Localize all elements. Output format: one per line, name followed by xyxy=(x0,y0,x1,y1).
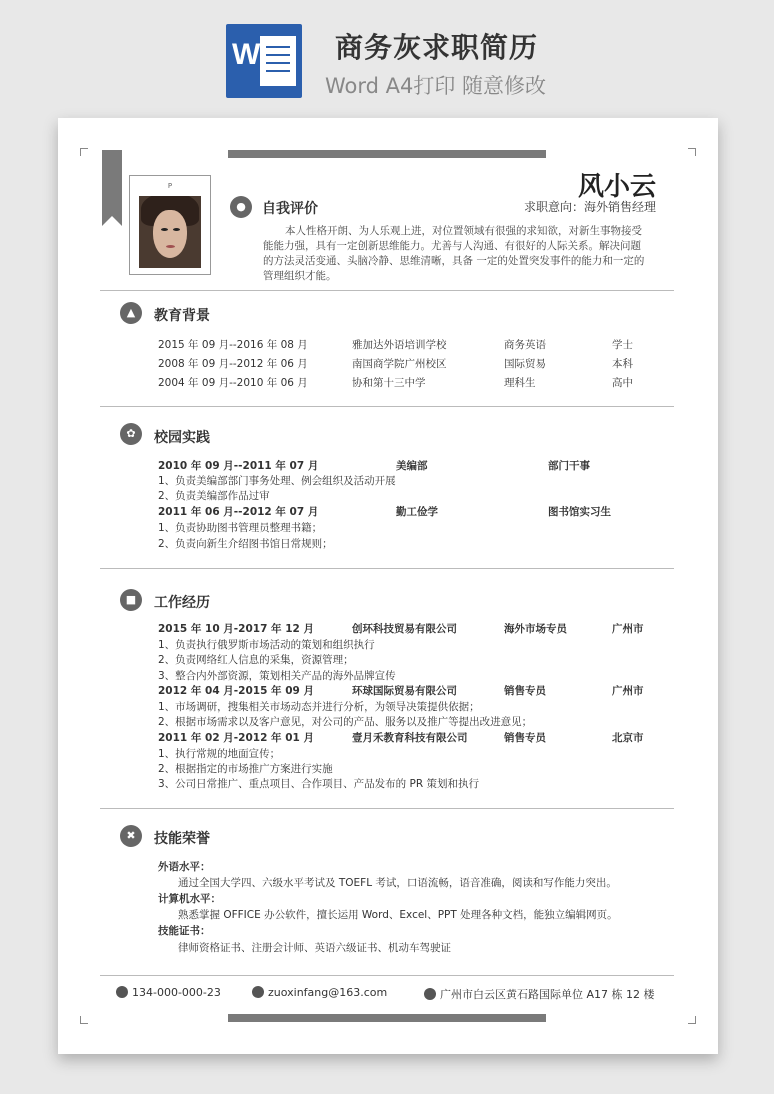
resume-page xyxy=(58,118,718,1054)
edu-major: 国际贸易 xyxy=(504,358,546,370)
tools-icon: ✖ xyxy=(120,825,142,847)
section-title-skills: 技能荣誉 xyxy=(154,831,210,847)
candidate-name: 风小云 xyxy=(577,172,656,202)
bottom-decor-bar xyxy=(228,1014,546,1022)
edu-school: 协和第十三中学 xyxy=(352,377,426,389)
edu-major: 理科生 xyxy=(504,377,536,389)
campus-icon: ✿ xyxy=(120,423,142,445)
section-title-education: 教育背景 xyxy=(154,308,210,324)
edu-period: 2008 年 09 月--2012 年 06 月 xyxy=(158,358,308,370)
work-company: 壹月禾教育科技有限公司 xyxy=(352,732,468,744)
campus-period: 2011 年 06 月--2012 年 07 月 xyxy=(158,506,319,518)
work-role: 销售专员 xyxy=(504,685,546,697)
banner-subtitle: Word A4打印 随意修改 xyxy=(325,74,547,98)
work-company: 创环科技贸易有限公司 xyxy=(352,623,457,635)
campus-org: 美编部 xyxy=(396,460,428,472)
bookmark-ribbon xyxy=(102,150,122,216)
edu-degree: 高中 xyxy=(612,377,633,389)
crop-mark xyxy=(688,148,696,156)
work-company: 环球国际贸易有限公司 xyxy=(352,685,457,697)
graduation-cap-icon: ▲ xyxy=(120,302,142,324)
crop-mark xyxy=(688,1016,696,1024)
campus-role: 部门干事 xyxy=(548,460,590,472)
work-item: 3、公司日常推广、重点项目、合作项目、产品发布的 PR 策划和执行 xyxy=(158,778,479,790)
skill-text: 通过全国大学四、六级水平考试及 TOEFL 考试，口语流畅，语音准确，阅读和写作能力突出。 xyxy=(178,877,617,889)
email-icon xyxy=(252,986,264,998)
contact-email: zuoxinfang@163.com xyxy=(252,986,387,999)
word-letter: W xyxy=(232,38,261,71)
skill-label: 计算机水平： xyxy=(158,893,221,905)
edu-period: 2004 年 09 月--2010 年 06 月 xyxy=(158,377,308,389)
work-item: 2、负责网络红人信息的采集，资源管理； xyxy=(158,654,354,666)
edu-degree: 本科 xyxy=(612,358,633,370)
work-city: 北京市 xyxy=(612,732,644,744)
phone-icon xyxy=(116,986,128,998)
self-eval-text: 本人性格开朗、为人乐观上进，对位置领域有很强的求知欲，对新生事物接受 能能力强，具有一定创新思维能力。尤善与人沟通、有很好的人际关系。解决问题 的方法灵活变通、头脑冷静、思维清晰，具备 一定的处置突发事件的能力和一定的 管理组织才能。 xyxy=(263,225,645,282)
profile-photo xyxy=(129,175,211,275)
section-title-campus: 校园实践 xyxy=(154,430,210,446)
section-title-self-eval: 自我评价 xyxy=(262,201,318,217)
contact-phone: 134-000-000-23 xyxy=(116,986,221,999)
divider xyxy=(100,290,674,291)
person-icon: ● xyxy=(230,196,252,218)
edu-school: 雅加达外语培训学校 xyxy=(352,339,447,351)
divider xyxy=(100,975,674,976)
photo-label: P xyxy=(167,182,173,190)
work-item: 1、执行常规的地面宣传； xyxy=(158,748,281,760)
skill-text: 律师资格证书、注册会计师、英语六级证书、机动车驾驶证 xyxy=(178,942,451,954)
work-item: 1、市场调研，搜集相关市场动态并进行分析，为领导决策提供依据； xyxy=(158,701,480,713)
work-role: 销售专员 xyxy=(504,732,546,744)
avatar xyxy=(139,196,201,268)
location-pin-icon xyxy=(424,988,436,1000)
work-city: 广州市 xyxy=(612,685,644,697)
divider xyxy=(100,808,674,809)
skill-label: 外语水平： xyxy=(158,861,211,873)
campus-period: 2010 年 09 月--2011 年 07 月 xyxy=(158,460,319,472)
campus-role: 图书馆实习生 xyxy=(548,506,611,518)
briefcase-icon: ■ xyxy=(120,589,142,611)
work-city: 广州市 xyxy=(612,623,644,635)
divider xyxy=(100,406,674,407)
skill-label: 技能证书： xyxy=(158,925,211,937)
crop-mark xyxy=(80,1016,88,1024)
campus-item: 1、负责美编部部门事务处理、例会组织及活动开展 xyxy=(158,475,396,487)
work-item: 1、负责执行俄罗斯市场活动的策划和组织执行 xyxy=(158,639,375,651)
campus-item: 2、负责美编部作品过审 xyxy=(158,490,270,502)
work-item: 2、根据市场需求以及客户意见，对公司的产品、服务以及推广等提出改进意见； xyxy=(158,716,533,728)
work-period: 2011 年 02 月-2012 年 01 月 xyxy=(158,732,314,744)
work-role: 海外市场专员 xyxy=(504,623,567,635)
word-document-icon xyxy=(226,24,302,98)
edu-school: 南国商学院广州校区 xyxy=(352,358,447,370)
campus-org: 勤工俭学 xyxy=(396,506,438,518)
work-period: 2015 年 10 月-2017 年 12 月 xyxy=(158,623,314,635)
top-banner xyxy=(0,0,774,108)
campus-item: 2、负责向新生介绍图书馆日常规则； xyxy=(158,538,333,550)
job-intent: 求职意向：海外销售经理 xyxy=(523,200,656,214)
crop-mark xyxy=(80,148,88,156)
edu-degree: 学士 xyxy=(612,339,633,351)
skill-text: 熟悉掌握 OFFICE 办公软件，擅长运用 Word、Excel、PPT 处理各种文档，能独立编辑网页。 xyxy=(178,909,618,921)
contact-address: 广州市白云区黄石路国际单位 A17 栋 12 楼 xyxy=(424,986,655,1002)
top-decor-bar xyxy=(228,150,546,158)
work-item: 3、整合内外部资源，策划相关产品的海外品牌宣传 xyxy=(158,670,396,682)
divider xyxy=(100,568,674,569)
edu-major: 商务英语 xyxy=(504,339,546,351)
section-title-work: 工作经历 xyxy=(154,595,210,611)
work-item: 2、根据指定的市场推广方案进行实施 xyxy=(158,763,333,775)
campus-item: 1、负责协助图书管理员整理书籍； xyxy=(158,522,323,534)
work-period: 2012 年 04 月-2015 年 09 月 xyxy=(158,685,314,697)
banner-title: 商务灰求职简历 xyxy=(335,31,539,64)
edu-period: 2015 年 09 月--2016 年 08 月 xyxy=(158,339,308,351)
